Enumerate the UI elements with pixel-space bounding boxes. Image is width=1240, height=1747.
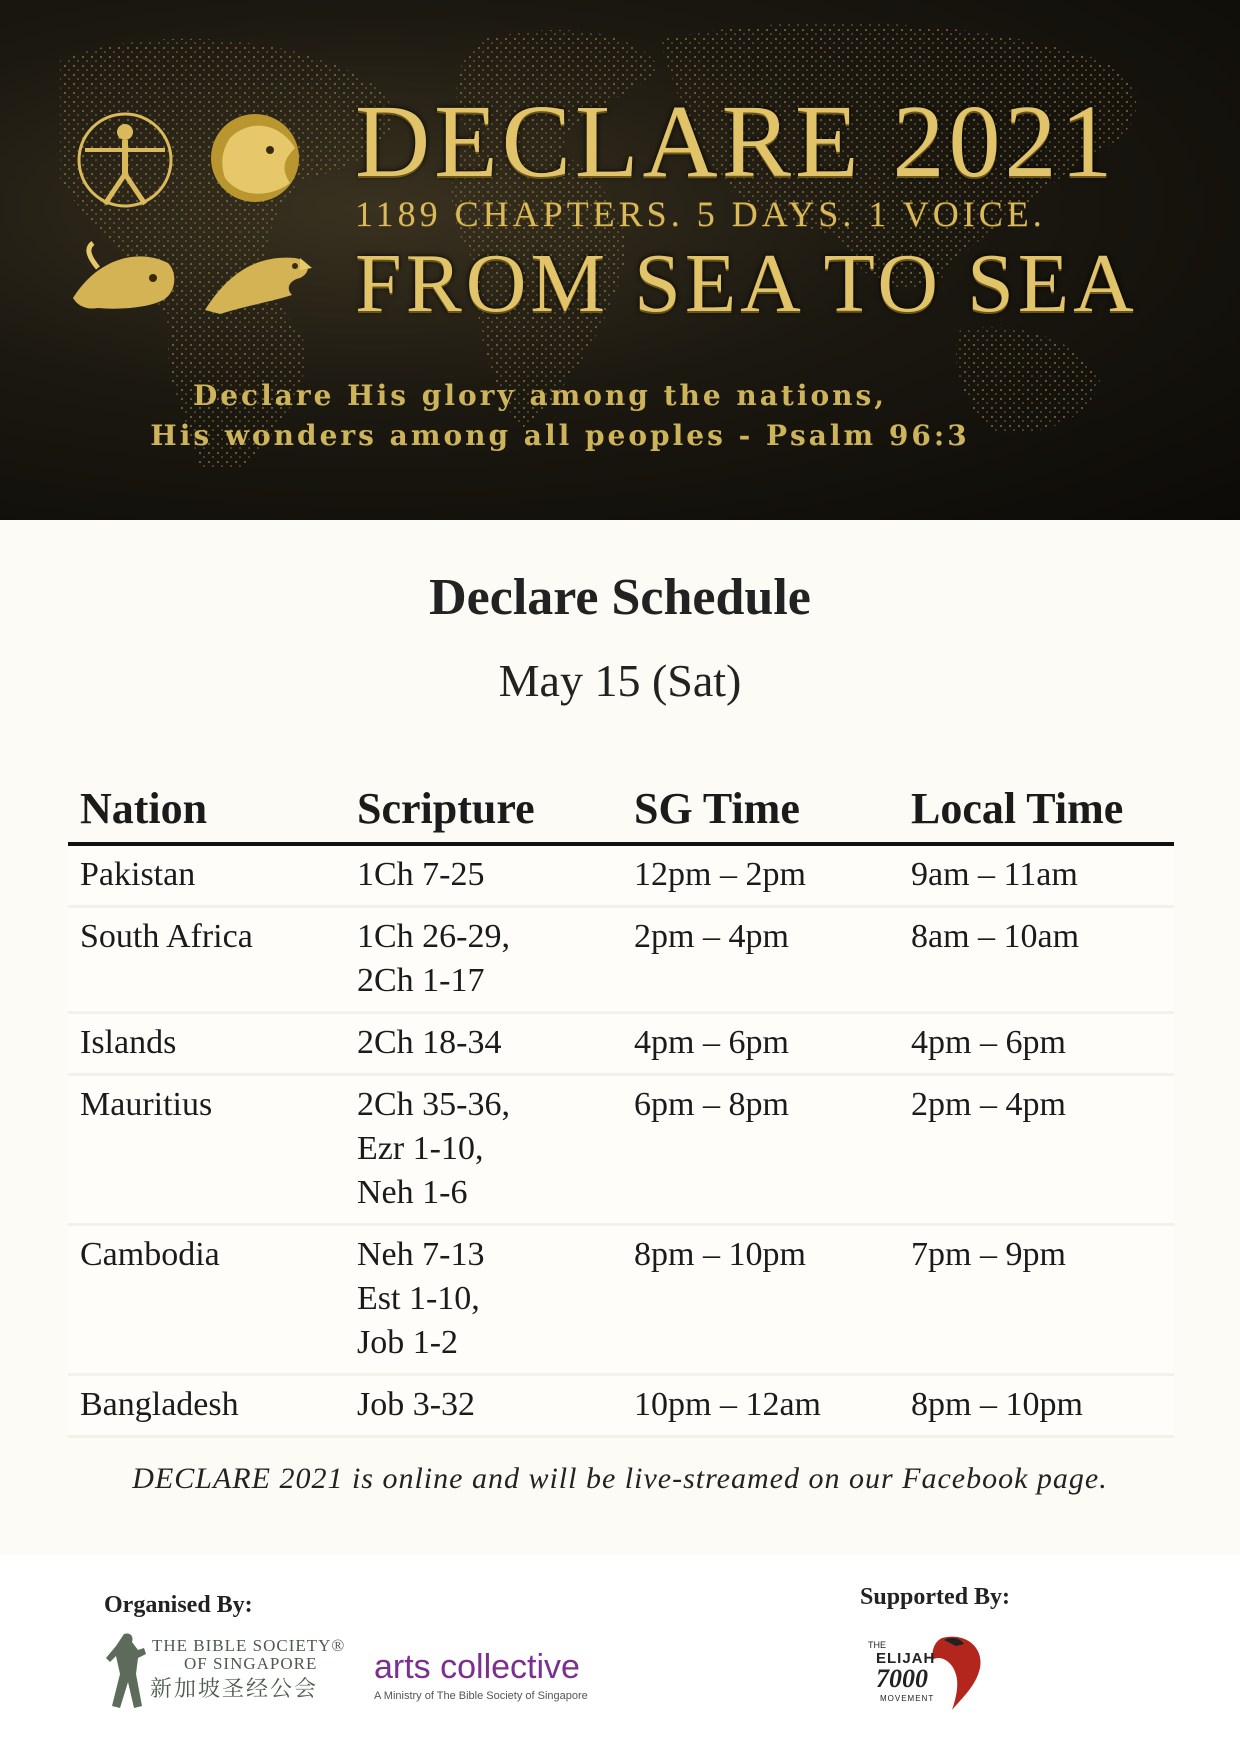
cell-local-time: 4pm – 6pm [899, 1013, 1174, 1075]
cell-nation: Bangladesh [68, 1375, 345, 1437]
schedule-date: May 15 (Sat) [498, 655, 742, 706]
table-row [68, 844, 1174, 907]
cell-scripture [345, 1375, 622, 1437]
scripture-line: Job 3-32 [357, 1386, 476, 1424]
cell-nation: Cambodia [68, 1225, 345, 1375]
cell-scripture [345, 844, 622, 907]
hero-banner [0, 0, 1240, 520]
bible-society-chinese: 新加坡圣经公会 [150, 1676, 319, 1701]
scripture-line: Job 1-2 [357, 1324, 459, 1362]
eagle-icon [200, 240, 315, 320]
cell-sg-time: 12pm – 2pm [622, 844, 899, 907]
bible-society-statue-icon [104, 1628, 152, 1712]
organised-by-label: Organised By: [104, 1592, 253, 1618]
banner-subtitle: 1189 CHAPTERS. 5 DAYS. 1 VOICE. [355, 194, 1046, 234]
banner-title: DECLARE 2021 [355, 84, 1117, 199]
cell-nation: Pakistan [68, 844, 345, 907]
banner-tagline: FROM SEA TO SEA [355, 237, 1138, 330]
cell-local-time: 2pm – 4pm [899, 1075, 1174, 1225]
lion-icon [200, 108, 310, 208]
livestream-note: DECLARE 2021 is online and will be live-streamed on our Facebook page. [132, 1462, 1108, 1495]
cell-scripture [345, 1225, 622, 1375]
cell-local-time: 8pm – 10pm [899, 1375, 1174, 1437]
scripture-line: Neh 7-13 [357, 1236, 485, 1274]
scripture-line: Ezr 1-10, [357, 1130, 484, 1168]
cell-sg-time: 4pm – 6pm [622, 1013, 899, 1075]
table-row [68, 1075, 1174, 1225]
elijah-number: 7000 [876, 1664, 928, 1693]
cell-scripture [345, 1013, 622, 1075]
bible-society-location: OF SINGAPORE [184, 1654, 318, 1673]
elijah-the: THE [868, 1640, 886, 1650]
supported-by-label: Supported By: [860, 1584, 1011, 1610]
scripture-line: 1Ch 7-25 [357, 856, 485, 894]
elijah-movement: MOVEMENT [880, 1694, 935, 1703]
scripture-line: Est 1-10, [357, 1280, 480, 1318]
header-scripture: Scripture [345, 780, 622, 844]
table-header-row [68, 780, 1174, 844]
page-title: Declare Schedule [429, 569, 811, 626]
cell-scripture [345, 1075, 622, 1225]
cell-nation: Mauritius [68, 1075, 345, 1225]
cell-scripture [345, 907, 622, 1013]
elijah-name: ELIJAH [876, 1650, 936, 1667]
cell-sg-time: 2pm – 4pm [622, 907, 899, 1013]
arts-collective-tagline: A Ministry of The Bible Society of Singapore [374, 1690, 588, 1702]
cell-local-time: 7pm – 9pm [899, 1225, 1174, 1375]
header-local-time: Local Time [899, 780, 1174, 844]
cell-local-time: 8am – 10am [899, 907, 1174, 1013]
scripture-line: 2Ch 1-17 [357, 962, 485, 1000]
cell-local-time: 9am – 11am [899, 844, 1174, 907]
cell-sg-time: 6pm – 8pm [622, 1075, 899, 1225]
scripture-line: Neh 1-6 [357, 1174, 468, 1212]
table-row [68, 1225, 1174, 1375]
bible-society-name: THE BIBLE SOCIETY® [152, 1636, 346, 1655]
arts-collective-logo: arts collective [374, 1648, 580, 1686]
cell-sg-time: 8pm – 10pm [622, 1225, 899, 1375]
cell-sg-time: 10pm – 12am [622, 1375, 899, 1437]
ox-icon [68, 238, 183, 318]
table-row [68, 907, 1174, 1013]
scripture-line: 2Ch 18-34 [357, 1024, 502, 1062]
scripture-line: 1Ch 26-29, [357, 918, 510, 956]
header-nation: Nation [68, 780, 345, 844]
banner-verse-line1: Declare His glory among the nations, [192, 379, 888, 412]
schedule-table [68, 780, 1174, 1438]
table-row [68, 1013, 1174, 1075]
banner-verse-line2: His wonders among all peoples - Psalm 96:3 [150, 419, 970, 452]
header-sg-time: SG Time [622, 780, 899, 844]
cell-nation: Islands [68, 1013, 345, 1075]
vitruvian-man-icon [75, 110, 175, 210]
table-row [68, 1375, 1174, 1437]
scripture-line: 2Ch 35-36, [357, 1086, 510, 1124]
cell-nation: South Africa [68, 907, 345, 1013]
